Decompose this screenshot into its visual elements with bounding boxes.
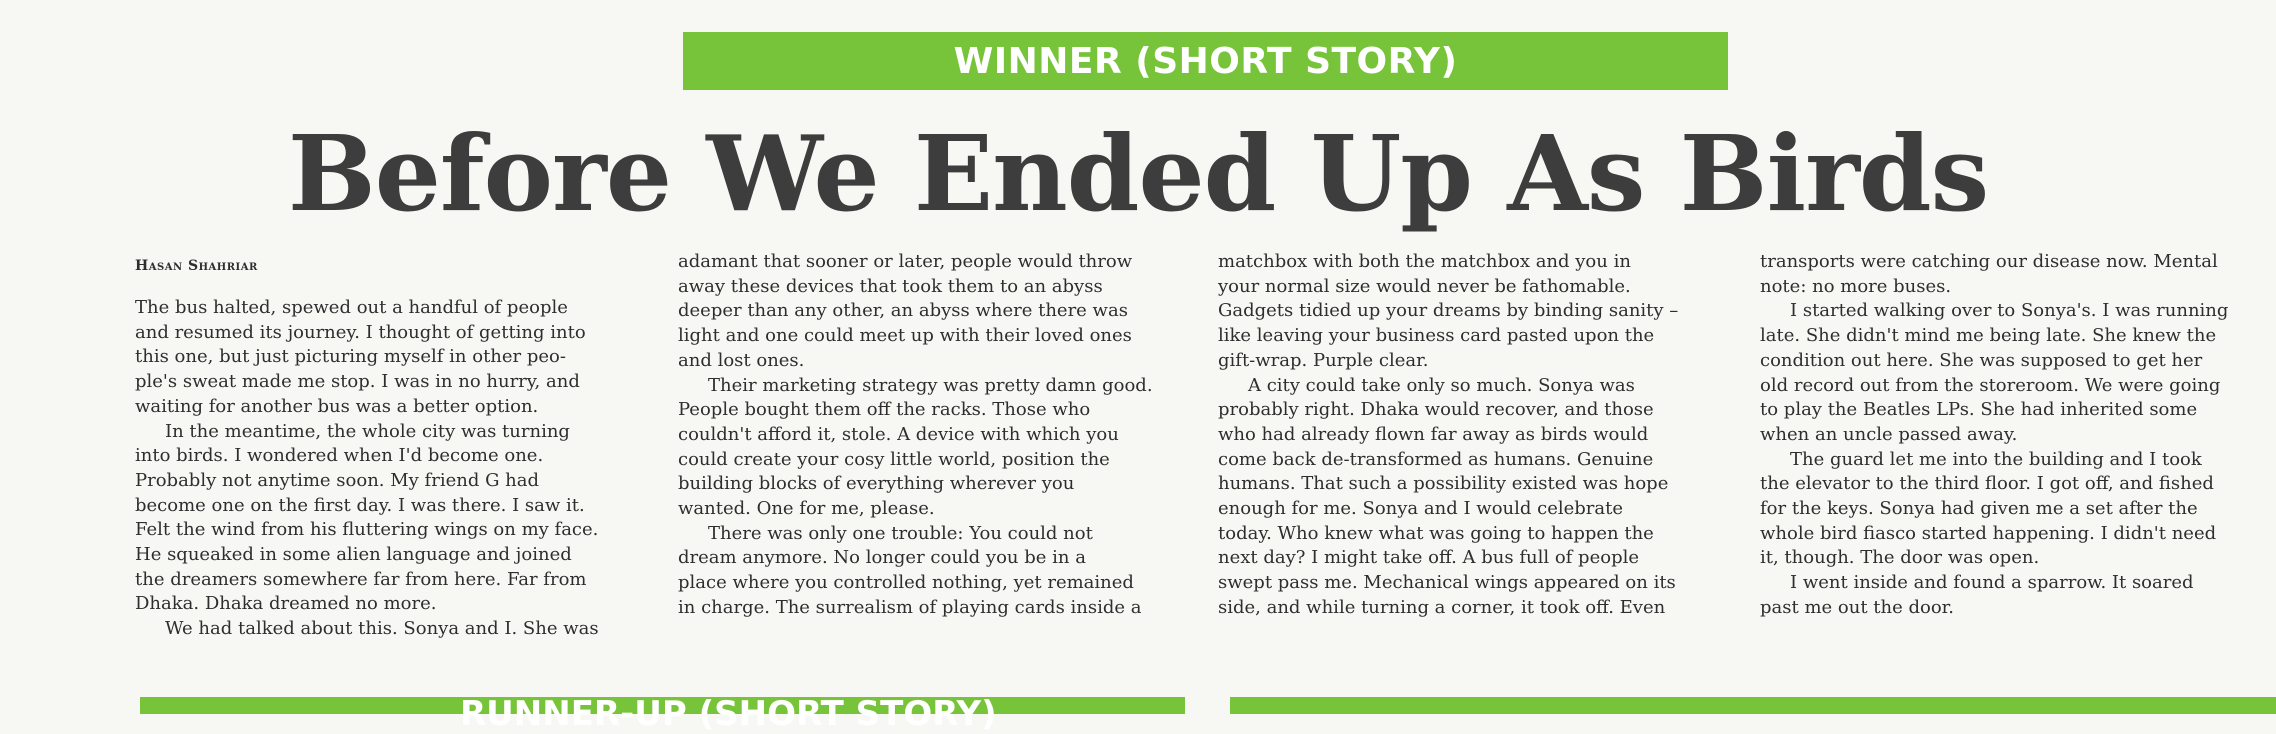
paragraph: The bus halted, spewed out a handful of people and resumed its journey. I thought of getting into this one, but just picturing myself in other peo- ple's sweat made me stop. I was in no hurry, and waiting for another bus was a better option. — [135, 297, 586, 417]
paragraph: The guard let me into the building and I took the elevator to the third floor. I got off, and fished for the keys. Sonya had given me a set after the whole bird fiasco started happening. I didn't need it, though. The door was open. — [1760, 448, 2217, 569]
banner-label: WINNER (SHORT STORY) — [953, 40, 1458, 82]
section-banner — [683, 32, 1728, 90]
paragraph: We had talked about this. Sonya and I. She was — [165, 618, 599, 640]
next-section-banner-right — [1230, 697, 2276, 714]
next-section-label: RUNNER-UP (SHORT STORY) — [460, 694, 997, 734]
article-column-1 — [135, 256, 635, 642]
article-column-4 — [1760, 250, 2260, 621]
paragraph: Their marketing strategy was pretty damn good. People bought them off the racks. Those who couldn't afford it, stole. A device with which you could create your cosy little world, position the building blocks of everything wherever you wanted. One for me, please. — [678, 374, 1153, 520]
paragraph: A city could take only so much. Sonya was probably right. Dhaka would recover, and those who had already flown far away as birds would come back de-transformed as humans. Genuine humans. That such a possibility existed was hope enough for me. Sonya and I would celebrate today. Who knew what was going to happen the next day? I might take off. A bus full of people swept pass me. Mechanical wings appeared on its side, and while turning a corner, it took off. Even — [1218, 374, 1676, 618]
paragraph: transports were catching our disease now. Mental note: no more buses. — [1760, 251, 2218, 297]
paragraph: I went inside and found a sparrow. It soared past me out the door. — [1760, 572, 2194, 618]
paragraph: matchbox with both the matchbox and you in your normal size would never be fathomable. Gadgets tidied up your dreams by binding sanity – like leaving your business card pasted upon the gift-wrap. Purple clear. — [1218, 251, 1679, 371]
article-column-3 — [1218, 250, 1718, 621]
story-headline: Before We Ended Up As Birds — [287, 112, 1989, 235]
article-column-2 — [678, 250, 1178, 621]
author-byline: Hasan Shahriar — [135, 258, 258, 274]
paragraph: I started walking over to Sonya's. I was running late. She didn't mind me being late. She knew the condition out here. She was supposed to get her old record out from the storeroom. We were going to play the Beatles LPs. She had inherited some when an uncle passed away. — [1760, 300, 2229, 445]
next-section-banner-left — [140, 694, 1185, 734]
paragraph: There was only one trouble: You could not dream anymore. No longer could you be in a place where you controlled nothing, yet remained in charge. The surrealism of playing cards inside a — [678, 522, 1142, 618]
paragraph: adamant that sooner or later, people would throw away these devices that took them to an abyss deeper than any other, an abyss where there was light and one could meet up with their loved ones and lost ones. — [678, 251, 1133, 371]
paragraph: In the meantime, the whole city was turning into birds. I wondered when I'd become one. Probably not anytime soon. My friend G had become one on the first day. I was there. I saw it. Felt the wind from his fluttering wings on my face. He squeaked in some alien language and joined the dreamers somewhere far from here. Far from Dhaka. Dhaka dreamed no more. — [135, 420, 599, 615]
